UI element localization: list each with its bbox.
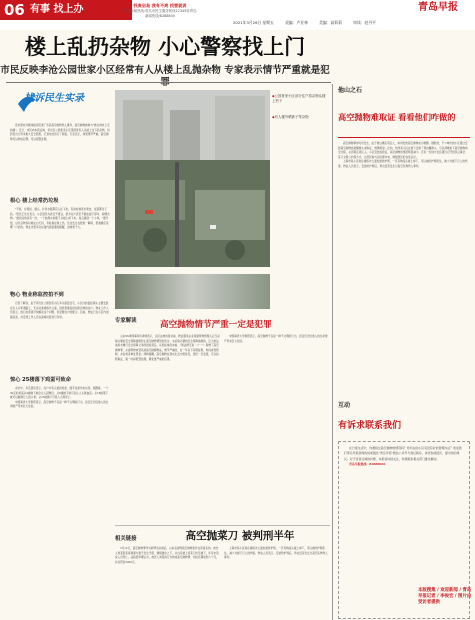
lead-text: 近来国内外媒体接连报道了多起高空抛物伤人事件，高空抛物被称为"悬在城市上空的痛"。近日，市民向本报反映，李沧区公园世家小区里经常有人从楼上往下扔杂物，给居民出行带来极大安全隐患。记者对此进行了调查，专家表示，如果情节严重，高空抛物可以构成犯罪，可以报警处理。 (10, 124, 110, 141)
photo-caption-2: ◆有人楼外晒被子等杂物 (272, 115, 309, 119)
related-divider (115, 525, 330, 526)
subsection-body-2 (10, 302, 110, 320)
talk-hotline: 青岛早报热线：82888000 (349, 462, 386, 467)
issue-date: 2021年3月26日 星期五 (233, 20, 274, 25)
expert-title: 高空抛物情节严重一定是犯罪 (160, 320, 272, 330)
talk-text: 在日常生活中，你遇到过高空抛物的情况吗？你所在的小区有没有好的管理办法？欢迎拨打青岛早报新闻热线或通过"青岛早报"微信公众号与我们联系，讲述你的经历，提出你的建议。对于读者反映的问题，本报将持续关注，积极联系相关部门推动解决。 (344, 446, 462, 461)
talk-body (344, 446, 464, 468)
related-title: 高空抛菜刀 被判刑半年 (185, 530, 295, 542)
subsection-text-1: "平常，垃圾袋、烟头、矿泉水瓶都有人往下扔，有的时候连水果皮、饭菜都往下扔。"居民王先生表示，小区居民为此苦不堪言，很多住户甚至不敢在楼下停车、晾晒衣物。"最危险的是有一次，一个装满水的瓶子从楼上掉下来，差点砸到一个小孩。"据介绍，这些杂物有时候在白天扔，有时候在晚上扔，往往发生在短短一瞬间，很难确定是哪一户扔的。物业也曾多次在楼内张贴通知提醒，但效果不大。 (10, 208, 110, 230)
hotline-line1: 找麦启岛 我有不爽 找要就讲 (133, 3, 187, 8)
expert-tag: 专家解读 (115, 318, 137, 324)
news-photo-building (115, 90, 270, 267)
subsection-body-3 (10, 387, 110, 410)
talk-title: 有诉求联系我们 (338, 421, 402, 431)
subsection-body-1 (10, 208, 110, 231)
right-title-rule (338, 137, 470, 138)
hotline-line2: 民生新闻热线:青岛市民生服务热线12345转青岛 (123, 8, 197, 13)
talk-tag: 互动 (338, 402, 351, 409)
right-text-2: 上海市某小区则在楼栋外立面加装防护网，一旦有物品从楼上掉下，可以被防护网兜住，减少对楼下行人的伤害。物业人员表示，安装防护网后，再也没有发生过高空坠物伤人事件。 (338, 160, 468, 168)
talk-credits: 本版搜集 / 欢迎新闻 / 青岛早报记者 / 李俊宏 / 图片由受访者提供 (418, 588, 472, 605)
lead-paragraph (10, 124, 110, 142)
subsection-text-2: 记者了解到，由于李沧区公园世家小区多为高层住宅，小区内的监控探头主要安装在出入口和道路上，无法对准楼栋外立面，因此很难查找到扔杂物的住户。物业工作人员表示，他们也希望尽快解决这个问题，但需要住户的配合。目前，物业已在小区内加强巡查，并安排工作人员在高峰时段进行劝导。 (10, 302, 109, 319)
right-title: 高空抛物难取证 看看他们咋做的 (338, 112, 456, 122)
expert-body-col2 (224, 335, 329, 344)
page-number: 06 (4, 1, 25, 19)
related-tag: 相关链接 (115, 536, 137, 542)
subsection-text-3: 采访中，多名居民表示，住户中有人素质较差，随手往窗外扔东西。据测算，一个30克的鸡蛋从4楼抛下就会让人起肿包；从8楼抛下就可以让人头破血流；从18楼甩下就可以砸破行人的头骨；从25楼抛下可使人当场死亡。 (10, 387, 109, 400)
hotline-line3: 新闻热线/8288800 (145, 14, 175, 19)
expert-text-2: 中国海洋大学教授表示，高空抛物不仅是一种不文明的行为，而且还会给他人的生命财产带来巨大危险。 (224, 335, 328, 343)
sub-headline: 市民反映李沧公园世家小区经常有人从楼上乱抛杂物 专家表示情节严重就是犯 (0, 65, 330, 76)
photo-illustration (115, 90, 270, 267)
caption-text-1: 公园世家小区部分住户将杂物从楼上扔下 (272, 94, 326, 103)
section-name: 有事 找上办 (30, 4, 84, 15)
subsection-title-2: 物心 物业称监控拍不到 (10, 292, 64, 298)
proof-credit: 审读：赵丹平 (353, 20, 376, 25)
right-tag: 他山之石 (338, 87, 363, 94)
news-photo-balcony (115, 274, 270, 309)
subsection-title-1: 根心 楼上经常扔垃圾 (10, 198, 59, 204)
expert-body-col1 (115, 335, 220, 363)
editor-credit: 责编：卢亚林 (285, 20, 308, 25)
hotline-block (90, 3, 230, 20)
subsection-title-3: 惊心 25楼落下鸡蛋可致命 (10, 377, 71, 383)
caption-text-2: 有人楼外晒被子等杂物 (274, 115, 309, 119)
related-text-2: 上海市某小区则在楼栋外立面加装防护网，一旦有物品从楼上掉下，可以被防护网兜住，减少对楼下行人的伤害。物业人员表示，安装防护网后，再也没有发生过高空坠物伤人事件。 (224, 547, 328, 560)
page-meta (233, 20, 471, 25)
newspaper-brand: 青岛早报 (418, 2, 458, 13)
column-divider (332, 84, 333, 620)
column-logo-text: 找诉民生实录 (24, 93, 84, 104)
design-credit: 美编：高莉莉 (319, 20, 342, 25)
related-body-col2 (224, 547, 329, 561)
photo-caption-1: ◆公园世家小区部分住户将杂物从楼上扔下 (272, 94, 326, 103)
subsection-text-3b: 中国海洋大学教授表示，高空抛物不仅是一种不文明的行为，而且还会给他人的生命财产带来巨大危险。 (10, 400, 109, 409)
right-text: 高空抛物事件时有发生，由于难以确定责任人，如何杜绝高空抛物成为难题。据报道，不少城市的小区通过安装高空抛物监控摄像头来取证，效果明显。比如，杭州某小区在楼下安装了仰拍摄像头，可以清晰拍下高空抛物的全过程，从而锁定责任人。小区安装监控后，高空抛物的情况明显减少。还有一些地方社区通过召开居民议事会、签订文明公约等方式，让居民参与到治理中来，增强居民的自觉意识。 (338, 142, 468, 159)
related-body-col1 (115, 547, 220, 565)
headline-rule (6, 82, 331, 83)
main-headline: 楼上乱扔杂物 小心警察找上门 (24, 35, 306, 59)
related-text: 3月12日，高空抛物罪作为新罪名实施后，山东省首例高空抛物案件在济南宣判。被告人刘某因家庭琐事与妻子发生矛盾，情绪激动之下，从自家楼上将菜刀扔至楼下，所幸未造成人员伤亡。法院经审理认为，被告人刘某的行为构成高空抛物罪，判处有期徒刑六个月，并处罚金2000元。 (115, 547, 219, 564)
expert-text: 山东XX律师事务所律师表示，从民法典角度来看，物业服务企业等建筑物管理人应当采取必要的安全保障措施防止高空抛物情形的发生；未采取必要的安全保障措施的，应当依法承担未履行安全保障义务的侵权责任。从刑法角度来看，《刑法修正案（十一）》新增了高空抛物罪，从建筑物或者其他高空抛掷物品，情节严重的，处一年以下有期徒刑、拘役或者管制，并处或者单处罚金。律师提醒，高空抛物在现实生活中很常见，居民一旦发现，可以拍照取证，第一时间报警处理，避免更严重的后果。 (115, 335, 220, 361)
right-body (338, 142, 470, 170)
